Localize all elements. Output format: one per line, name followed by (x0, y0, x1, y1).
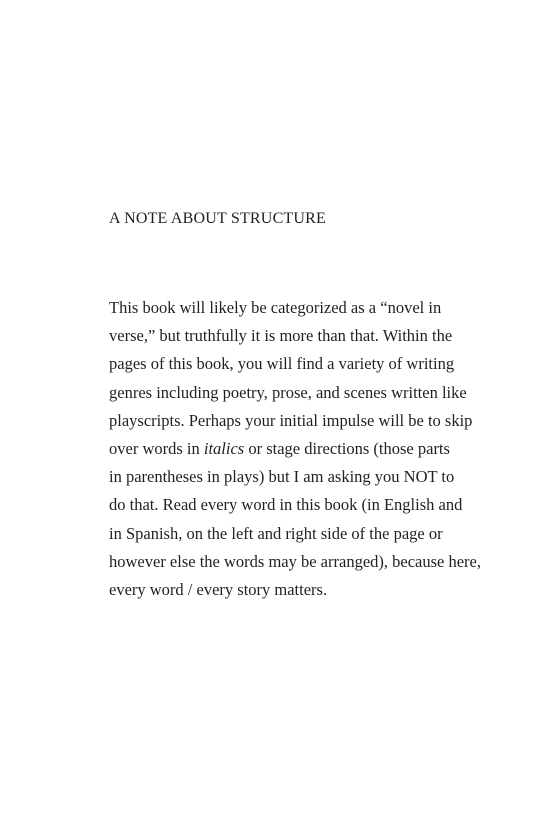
body-paragraph (109, 294, 509, 604)
paragraph-line: every word / every story matters. (109, 579, 328, 599)
section-heading: A NOTE ABOUT STRUCTURE (109, 210, 327, 227)
italic-word: italics (203, 438, 245, 458)
paragraph-line: This book will likely be categorized as a “novel in (109, 298, 442, 317)
paragraph-line: pages of this book, you will find a variety of writing (109, 354, 455, 374)
paragraph-line (109, 435, 509, 463)
paragraph-line: however else the words may be arranged), because here, (109, 551, 481, 571)
paragraph-line: verse,” but truthfully it is more than that. Within the (109, 326, 453, 346)
paragraph-line: do that. Read every word in this book (in English and (109, 495, 463, 515)
line-text: or stage directions (those parts (244, 438, 450, 458)
paragraph-line: playscripts. Perhaps your initial impulse will be to skip (109, 410, 473, 430)
paragraph-line: in parentheses in plays) but I am asking you NOT to (109, 467, 455, 487)
paragraph-line: in Spanish, on the left and right side of the page or (109, 523, 443, 543)
line-text: over words in (109, 438, 204, 458)
paragraph-line: genres including poetry, prose, and scenes written like (109, 382, 467, 402)
